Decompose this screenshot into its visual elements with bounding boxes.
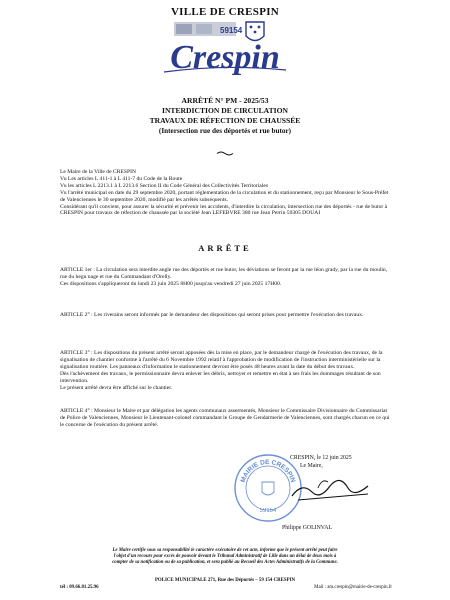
article-paragraph: Ces dispositions s'appliqueront du lundi 23 juin 2025 8H00 jusqu'au vendredi 27 juin 2025 17H00. (60, 280, 282, 287)
arrete-heading: ARRÊTE (198, 243, 252, 253)
logo-wordmark: Crespin (170, 39, 280, 76)
article-paragraph: ARTICLE 3° : Les dispositions du présent arrêté seront apposées dès la mise en place, par le demandeur chargé de l'exécution des travaux, de la signalisation de chantier conforme à l'arrêté du 6 Novembre 1992 relatif à l'approbation de modification de l'instruction interministérielle sur la signalisation routière. Les panneaux d'information le stationnement devront être posés 48 heures avant la date du début des travaux. (60, 350, 383, 370)
decree-title-block (60, 96, 390, 136)
handwritten-signature (288, 470, 372, 510)
seal-postcode: 59154 (259, 508, 277, 514)
logo-postcode: 59154 (220, 26, 243, 35)
ornament-divider-icon (216, 151, 234, 156)
place-date: CRESPIN, le 12 juin 2025 (290, 455, 352, 461)
article-paragraph: ARTICLE 4° : Monsieur le Maire et par délégation les agents communaux assermentés, Monsieur le Commissaire Divisionnaire du Commissariat de Police de Valenciennes, Monsieur le Lieutenant-colonel commandant le Groupe de Gendarmerie de Valenciennes, sont chargés chacun en ce qui le concerne de l'exécution du présent arrêté. (60, 408, 390, 428)
decree-subtitle: (Intersection rue des déportés et rue butor) (158, 127, 292, 135)
decree-title-line1: INTERDICTION DE CIRCULATION (161, 106, 289, 115)
town-title: VILLE DE CRESPIN (170, 6, 280, 18)
signatory-role: Le Maire, (300, 462, 323, 469)
footer-address: POLICE MUNICIPALE 271, Rue des Déportés – 59 154 CRESPIN (154, 578, 296, 583)
preamble-line: Le Maire de la Ville de CRESPIN (60, 169, 136, 175)
footnote-line: compter de sa notification ou de sa publication, et sera publié au Recueil des Actes Administratifs de la Commune. (112, 560, 338, 565)
article-2 (60, 312, 390, 319)
article-paragraph: Dès l'achèvement des travaux, le permissionnaire devra enlever les débris, nettoyer et remettre en état à ses frais les dommages résultant de son intervention. (60, 370, 381, 384)
footnote-line: l'objet d'un recours pour excès de pouvoir devant le Tribunal Administratif de Lille dans un délai de deux mois à (113, 554, 337, 559)
signature-block (290, 455, 352, 470)
signatory-name: Philippe GOLINVAL (282, 525, 332, 531)
article-paragraph: Le présent arrêté devra être affiché sur le chantier. (60, 384, 173, 391)
legal-footnote (60, 548, 390, 566)
article-3 (60, 350, 390, 391)
article-1 (60, 267, 390, 288)
footnote-line: Le Maire certifie sous sa responsabilité le caractère exécutoire de cet acte, informe que le présent arrêté peut faire (112, 548, 338, 553)
decree-title-line2: TRAVAUX DE RÉFECTION DE CHAUSSÉE (149, 116, 301, 125)
decree-number: ARRÊTÉ N° PM - 2025/53 (181, 96, 269, 105)
article-paragraph: ARTICLE 1er : La circulation sera interdite angle rue des déportés et rue butor, les déviations se feront par la rue léon grady, par la rue du moulin, rue du hegu nage et rue du Commandant d'Orelly. (60, 267, 388, 280)
article-paragraph: ARTICLE 2° : Les riverains seront informés par le demandeur des dispositions qui seront prises pour permettre l'exécution des travaux. (60, 312, 364, 318)
coat-of-arms-icon (246, 22, 264, 41)
preamble-line: Vu l'arrêté municipal en date du 29 septembre 2020, portant réglementation de la circulation et du stationnement, reçu par Monsieur le Sous-Préfet de Valenciennes le 30 septembre 2020, modifié par les arrêtés subséquents. (60, 189, 389, 203)
preamble (60, 169, 390, 217)
seal-text: MAIRIE DE CRESPIN (239, 458, 297, 484)
preamble-line: Vu les articles L 2213.1 à L 2213.6 Section II du Code Général des Collectivités Territoriales (60, 182, 268, 189)
footer-email[interactable]: Mail : am.crespin@mairie-de-crespin.fr (314, 585, 392, 590)
footer-phone: tél : 09.66.81.25.96 (60, 585, 99, 590)
preamble-line: Vu Les articles L 411-1 à L 411-7 du Code de la Route (60, 175, 183, 182)
crespin-logo (146, 20, 304, 78)
article-4 (60, 408, 390, 429)
preamble-line: Considérant qu'il convient, pour assurer la sécurité et prévenir les accidents, d'interdire la circulation, intersection rue des déportés - rue de butor à CRESPIN pour travaux de réfection de chaussée par la société Jean LEFEBVRE 380 rue Jean Perrin 59305 DOUAI (60, 203, 388, 217)
